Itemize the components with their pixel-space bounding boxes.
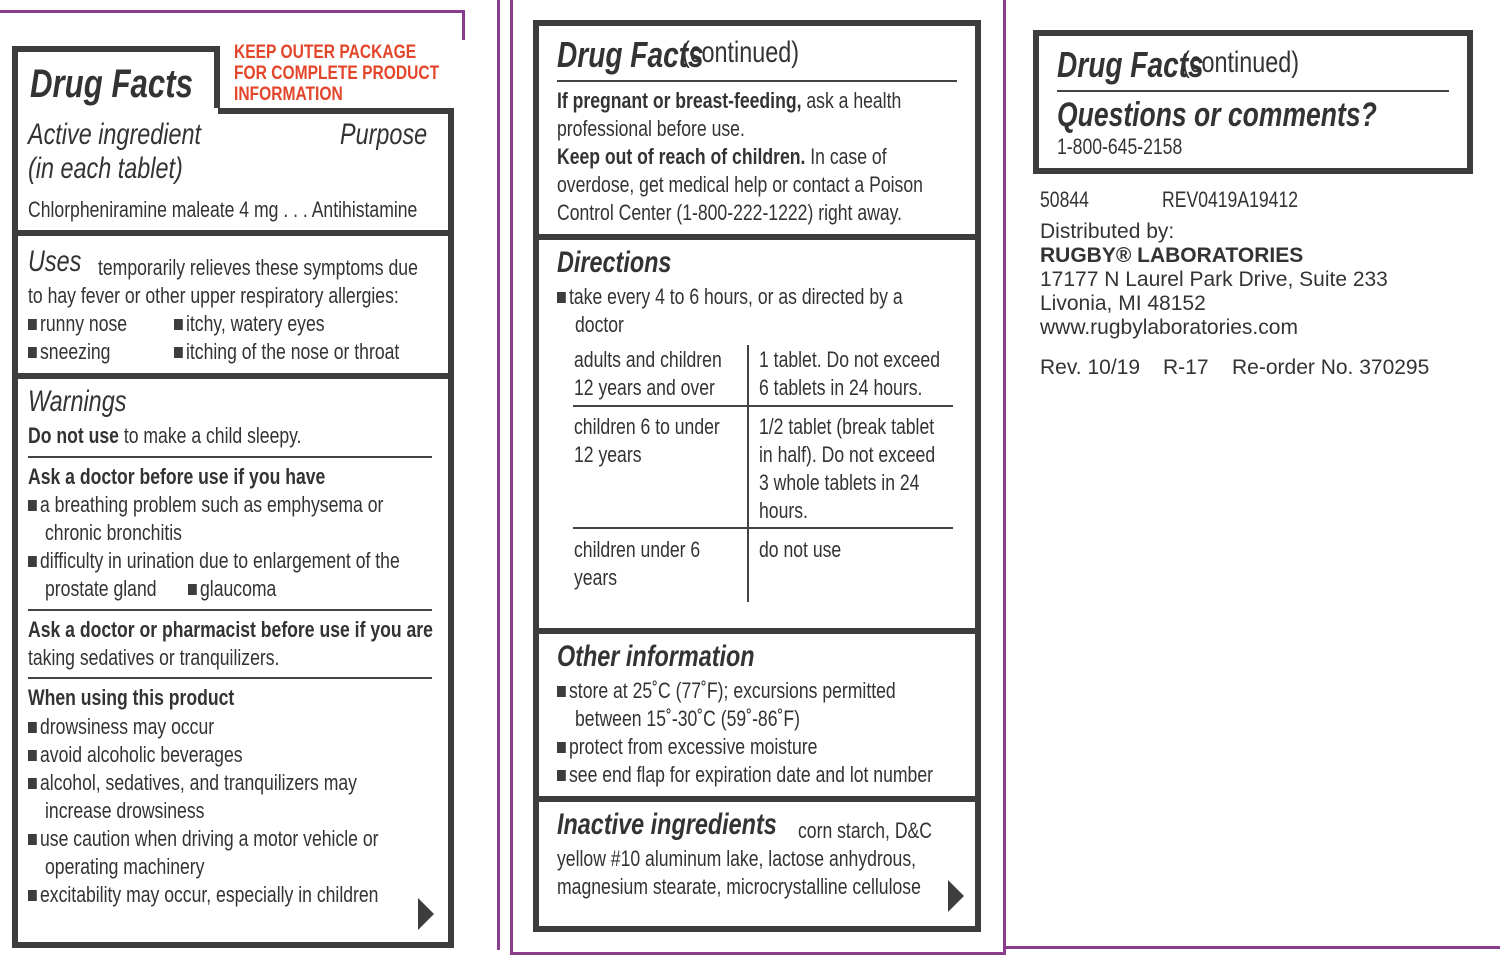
dosage-who-under6-2: years (574, 565, 618, 590)
panel1-top-edge (0, 10, 463, 13)
keep-notice-line-1: KEEP OUTER PACKAGE (234, 42, 417, 63)
dosage-who-adults-1: adults and children (574, 347, 722, 372)
dosage-row-divider-2 (573, 527, 953, 529)
drug-facts-title: Drug Facts (30, 62, 193, 106)
ask-doctor-item-1: a breathing problem such as emphysema or (28, 492, 383, 518)
company-name: RUGBY® LABORATORIES (1040, 244, 1304, 267)
questions-heading: Questions or comments? (1057, 96, 1377, 134)
do-not-use-line: Do not use to make a child sleepy. (28, 423, 302, 448)
dosage-adults-2: 6 tablets in 24 hours. (759, 375, 923, 400)
when-using-item-4-cont: operating machinery (45, 854, 205, 879)
inactive-text-1: corn starch, D&C (798, 818, 932, 843)
divider-directions (539, 234, 975, 240)
dosage-who-under6-1: children under 6 (574, 537, 701, 562)
divider-ask-pharmacist (28, 609, 432, 611)
inactive-heading: Inactive ingredients (557, 808, 777, 841)
ask-doctor-item-2: difficulty in urination due to enlargement of the (28, 548, 400, 574)
directions-intro-1: take every 4 to 6 hours, or as directed by a (557, 284, 903, 310)
panel3-bottom-edge (1003, 946, 1500, 949)
dosage-children-2: in half). Do not exceed (759, 442, 936, 467)
dosage-who-children-2: 12 years (574, 442, 642, 467)
keep-out-line-2: overdose, get medical help or contact a Poison (557, 172, 923, 197)
other-info-item-2: protect from excessive moisture (557, 734, 817, 760)
ask-doctor-heading: Ask a doctor before use if you have (28, 464, 326, 489)
when-using-item-2: avoid alcoholic beverages (28, 742, 243, 768)
uses-item-runny-nose: runny nose (28, 311, 127, 337)
ask-pharmacist-text: taking sedatives or tranquilizers. (28, 645, 280, 670)
website: www.rugbylaboratories.com (1040, 316, 1298, 339)
divider-ask-doctor (28, 456, 432, 458)
panel2-left-edge-inner (510, 0, 513, 955)
panel1-right-edge (462, 10, 465, 40)
dosage-children-1: 1/2 tablet (break tablet (759, 414, 935, 439)
directions-heading: Directions (557, 246, 672, 279)
inactive-text-2: yellow #10 aluminum lake, lactose anhydrous, (557, 846, 917, 871)
drug-facts-title-2: Drug Facts (557, 34, 704, 75)
divider-inactive (539, 796, 975, 802)
dosage-children-3: 3 whole tablets in 24 (759, 470, 920, 495)
uses-text-2: to hay fever or other upper respiratory allergies: (28, 283, 399, 308)
dosage-who-children-1: children 6 to under (574, 414, 720, 439)
keep-notice-line-2: FOR COMPLETE PRODUCT (234, 63, 440, 84)
r-code: R-17 (1163, 356, 1209, 379)
rev-date: Rev. 10/19 (1040, 356, 1141, 379)
address-line-2: Livonia, MI 48152 (1040, 292, 1206, 315)
active-ingredient-subheading: (in each tablet) (28, 152, 183, 185)
other-info-item-3: see end flap for expiration date and lot number (557, 762, 933, 788)
warnings-heading: Warnings (28, 385, 127, 418)
pregnant-line-2: professional before use. (557, 116, 745, 141)
dosage-who-adults-2: 12 years and over (574, 375, 715, 400)
continue-arrow-icon-2 (948, 880, 964, 912)
divider-when-using (28, 677, 432, 679)
drug-facts-continued-label-3: (continued) (1182, 46, 1300, 79)
dosage-table-column-divider (747, 345, 749, 602)
other-info-heading: Other information (557, 640, 755, 673)
when-using-item-5: excitability may occur, especially in children (28, 882, 378, 908)
dosage-under6: do not use (759, 537, 842, 562)
dosage-row-divider-1 (573, 405, 953, 407)
when-using-item-1: drowsiness may occur (28, 714, 214, 740)
header-underline-2 (557, 80, 957, 82)
dosage-adults-1: 1 tablet. Do not exceed (759, 347, 941, 372)
directions-intro-2: doctor (575, 312, 624, 337)
code-1: 50844 (1040, 187, 1089, 212)
keep-notice-line-3: INFORMATION (234, 84, 343, 105)
divider-other-info (539, 628, 975, 634)
when-using-item-3-cont: increase drowsiness (45, 798, 205, 823)
uses-item-itchy-eyes: itchy, watery eyes (174, 311, 325, 337)
when-using-heading: When using this product (28, 685, 235, 710)
uses-item-itching-nose: itching of the nose or throat (174, 339, 399, 365)
uses-item-sneezing: sneezing (28, 339, 110, 365)
distributed-by-label: Distributed by: (1040, 220, 1175, 243)
divider-uses (18, 230, 448, 236)
ask-pharmacist-heading: Ask a doctor or pharmacist before use if you are (28, 617, 433, 642)
header-underline-3 (1057, 90, 1449, 92)
when-using-item-3: alcohol, sedatives, and tranquilizers may (28, 770, 357, 796)
reorder-number: Re-order No. 370295 (1232, 356, 1430, 379)
ask-doctor-item-2-cont: prostate gland (45, 576, 157, 601)
dosage-children-4: hours. (759, 498, 808, 523)
panel2-left-edge (497, 0, 500, 950)
inactive-text-3: magnesium stearate, microcrystalline cellulose (557, 874, 921, 899)
panel3-left-edge (1003, 0, 1006, 955)
continue-arrow-icon (418, 898, 434, 930)
address-line-1: 17177 N Laurel Park Drive, Suite 233 (1040, 268, 1388, 291)
keep-out-line-3: Control Center (1-800-222-1222) right away. (557, 200, 903, 225)
panel2-bottom-edge (510, 952, 1005, 955)
when-using-item-4: use caution when driving a motor vehicle or (28, 826, 379, 852)
active-ingredient-heading: Active ingredient (28, 118, 202, 151)
pregnant-line-1: If pregnant or breast-feeding, ask a health (557, 88, 902, 113)
ask-doctor-item-glaucoma: glaucoma (188, 576, 276, 602)
other-info-item-1-cont: between 15˚-30˚C (59˚-86˚F) (575, 706, 800, 731)
ask-doctor-item-1-cont: chronic bronchitis (45, 520, 182, 545)
uses-heading: Uses (28, 245, 82, 278)
keep-out-line-1: Keep out of reach of children. In case of (557, 144, 887, 169)
divider-warnings (18, 373, 448, 379)
phone-number: 1-800-645-2158 (1057, 134, 1183, 159)
active-ingredient-line: Chlorpheniramine maleate 4 mg . . . Antihistamine (28, 197, 418, 222)
code-2: REV0419A19412 (1162, 187, 1299, 212)
purpose-heading: Purpose (340, 118, 428, 151)
uses-text-1: temporarily relieves these symptoms due (98, 255, 418, 280)
other-info-item-1: store at 25˚C (77˚F); excursions permitted (557, 678, 896, 704)
drug-facts-continued-label: (continued) (682, 36, 800, 69)
drug-facts-title-3: Drug Facts (1057, 44, 1204, 85)
